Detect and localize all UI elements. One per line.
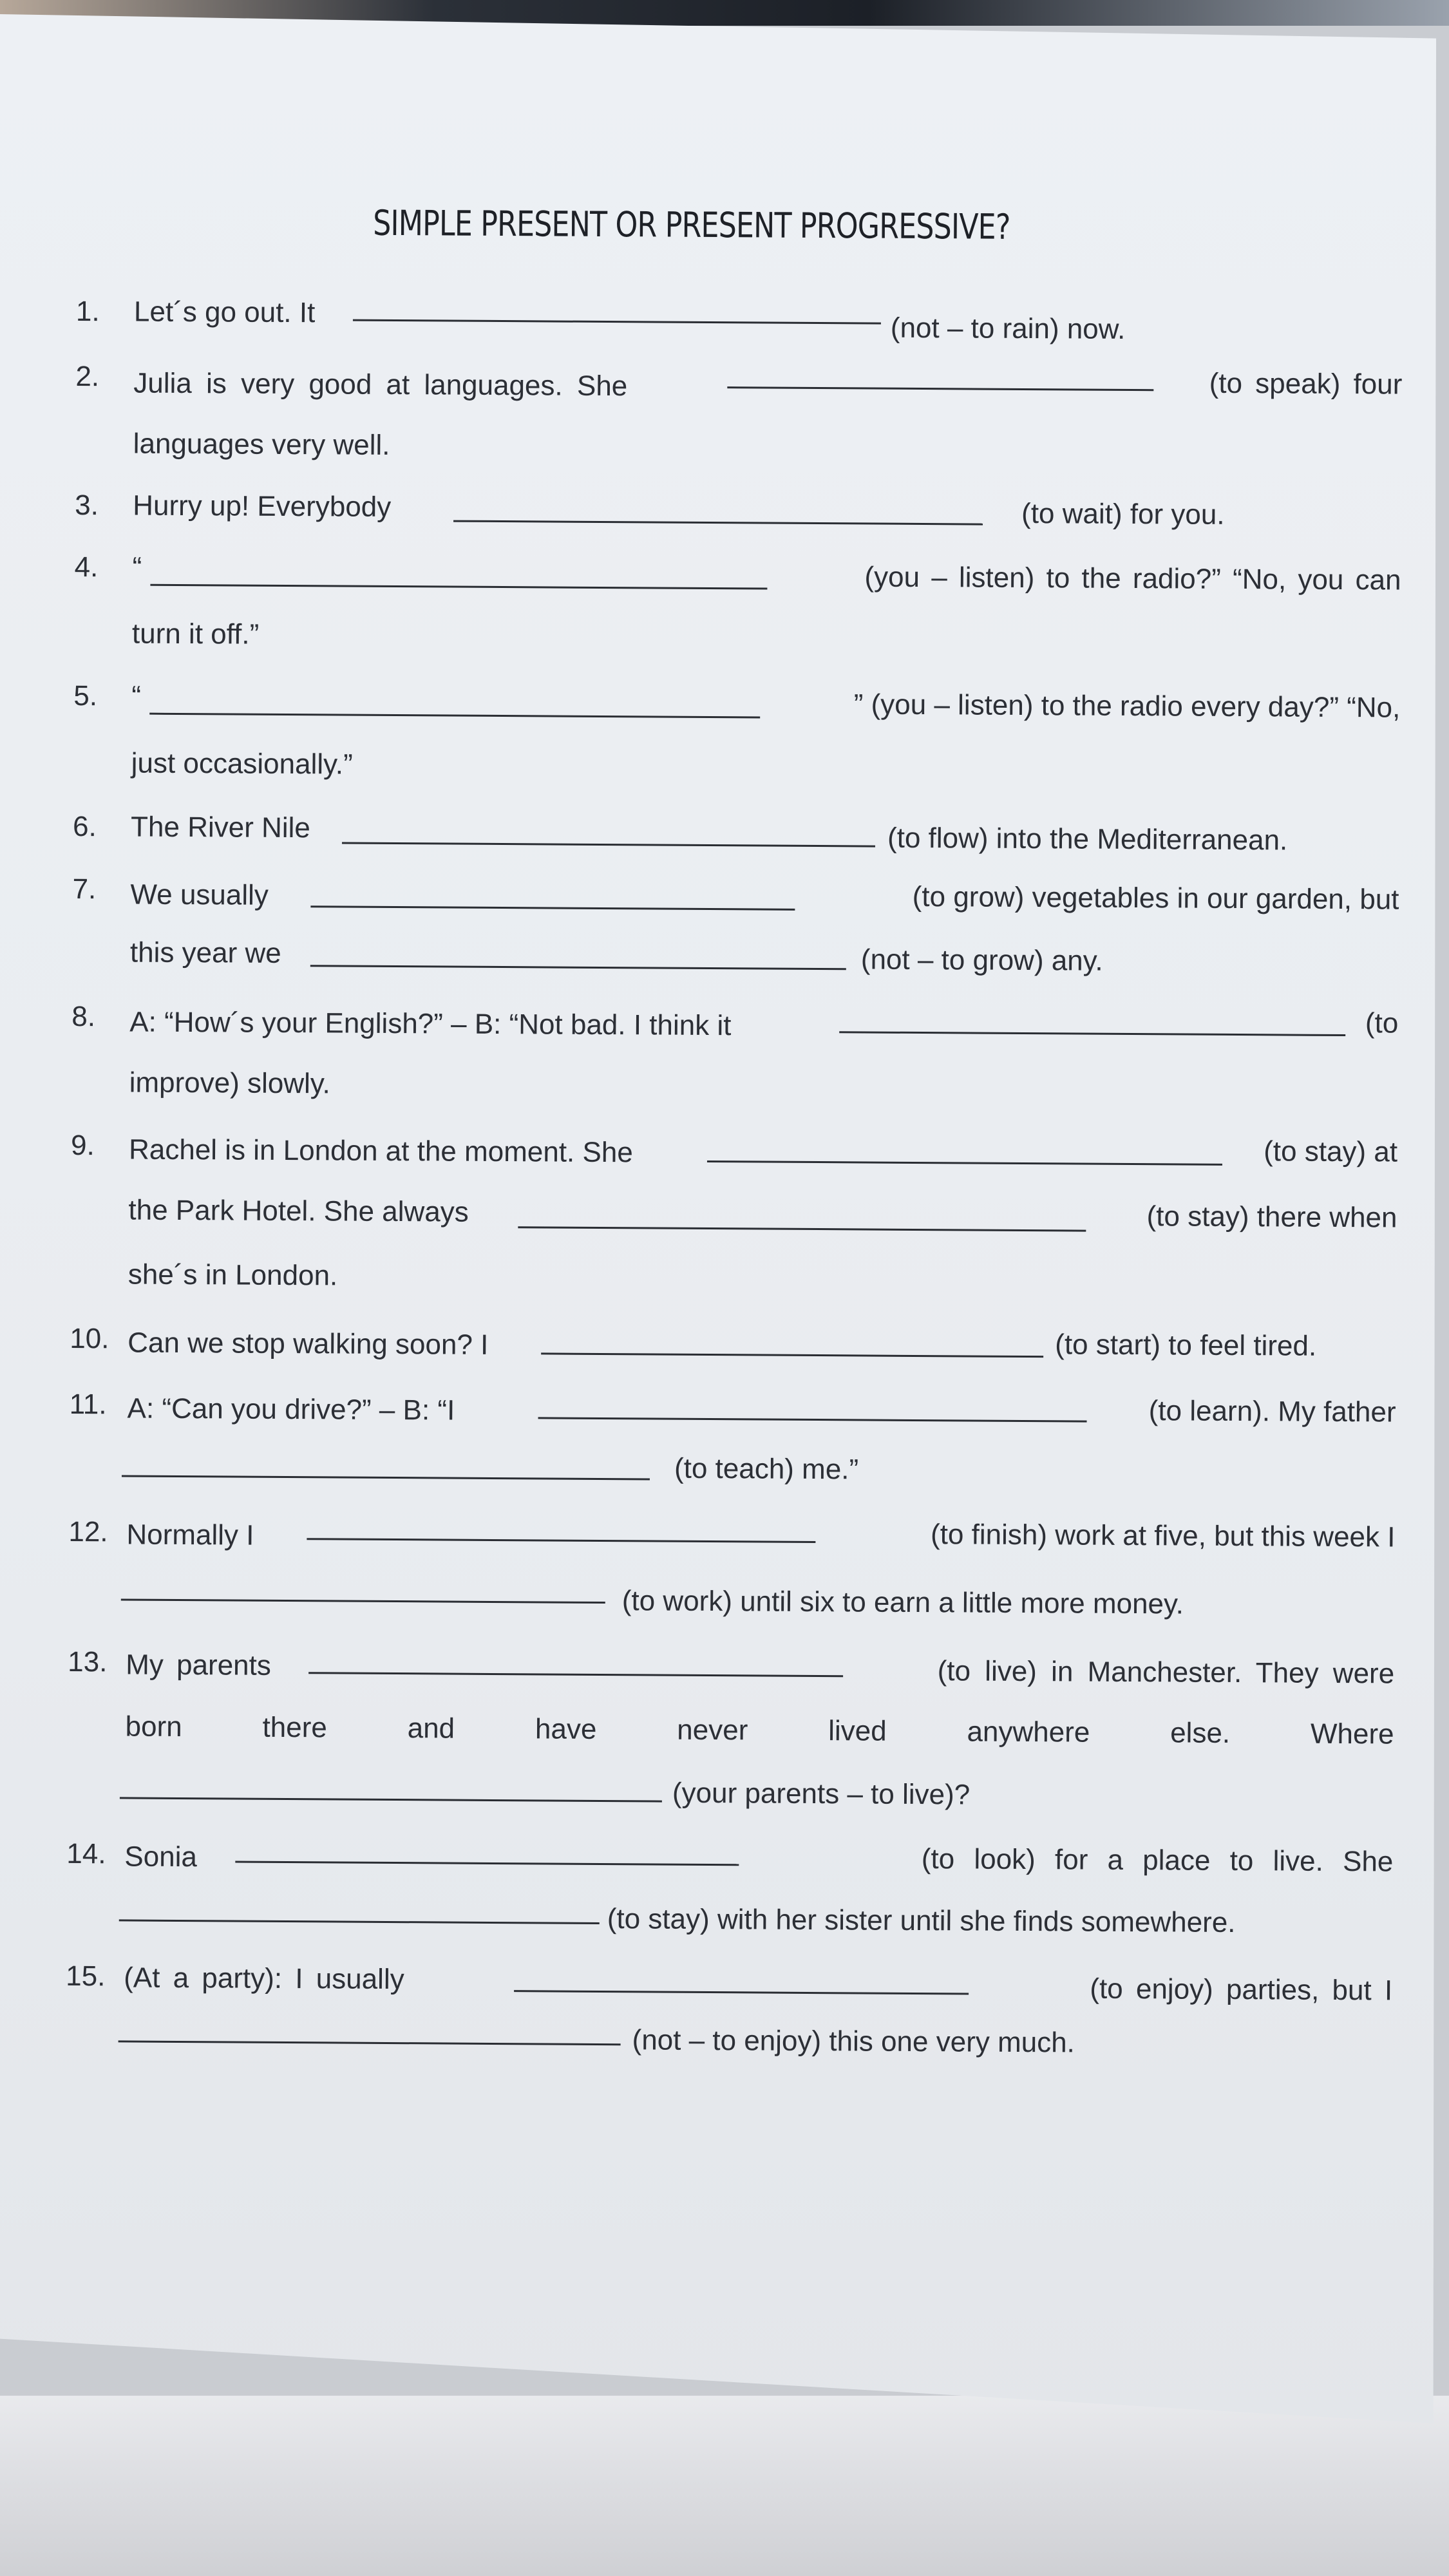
item-number: 15.: [66, 1960, 106, 1993]
exercise-item-5-continued: [73, 741, 1400, 794]
item-number: 6.: [72, 810, 97, 843]
word: Where: [1310, 1718, 1394, 1750]
answer-blank[interactable]: [119, 1919, 600, 1924]
exercise-item-12: [68, 1510, 1395, 1563]
answer-blank[interactable]: [518, 1226, 1086, 1231]
exercise-item-9: [71, 1123, 1397, 1177]
word: have: [535, 1713, 597, 1745]
item-text: [125, 1704, 1394, 1757]
item-hint: (to: [1365, 1007, 1399, 1039]
exercise-item-7-continued: [72, 930, 1399, 983]
word: lived: [828, 1715, 887, 1747]
item-number: 13.: [68, 1645, 108, 1678]
item-hint: (to finish) work at five, but this week I: [930, 1519, 1396, 1553]
item-text: Normally I: [126, 1519, 254, 1551]
answer-blank[interactable]: [353, 319, 881, 325]
worksheet-title: SIMPLE PRESENT OR PRESENT PROGRESSIVE?: [373, 202, 1010, 247]
item-hint: ” (you – listen) to the radio every day?” “No,: [853, 688, 1401, 724]
item-text: We usually: [130, 878, 269, 911]
item-text: Let´s go out. It: [133, 296, 316, 329]
exercise-item-15-continued: [65, 2011, 1392, 2064]
word: never: [677, 1714, 748, 1747]
answer-blank[interactable]: [308, 1672, 843, 1677]
word: there: [262, 1711, 327, 1744]
item-number: 1.: [75, 295, 100, 328]
item-text: Sonia: [124, 1841, 198, 1873]
exercise-item-15: [66, 1954, 1392, 2007]
answer-blank[interactable]: [727, 386, 1153, 391]
exercise-item-13-continued: [67, 1704, 1394, 1757]
item-hint: (not – to grow) any.: [860, 943, 1103, 977]
item-number: 8.: [71, 1000, 96, 1033]
word: anywhere: [967, 1716, 1090, 1748]
answer-blank[interactable]: [538, 1417, 1087, 1422]
answer-blank[interactable]: [541, 1352, 1043, 1358]
item-number: 4.: [74, 551, 99, 583]
answer-blank[interactable]: [118, 2040, 621, 2045]
exercise-item-10: [70, 1316, 1396, 1370]
item-text: this year we: [129, 936, 281, 969]
exercise-item-4-continued: [74, 611, 1401, 665]
answer-blank[interactable]: [310, 965, 846, 970]
exercise-item-6: [73, 804, 1399, 858]
answer-blank[interactable]: [122, 1475, 650, 1480]
exercise-item-13: [68, 1640, 1394, 1693]
item-number: 3.: [75, 489, 99, 522]
item-text: languages very well.: [133, 428, 390, 461]
item-hint: (you – listen) to the radio?” “No, you can: [864, 561, 1401, 596]
item-text: Rachel is in London at the moment. She: [128, 1133, 633, 1169]
exercise-item-13-continued-2: [67, 1759, 1394, 1813]
item-hint: (to grow) vegetables in our garden, but: [912, 880, 1399, 916]
item-text: Can we stop walking soon? I: [128, 1327, 489, 1361]
answer-blank[interactable]: [453, 520, 983, 526]
item-text: The River Nile: [130, 811, 311, 844]
answer-blank[interactable]: [120, 1797, 662, 1802]
answer-blank[interactable]: [150, 584, 767, 590]
item-number: 14.: [66, 1837, 106, 1870]
exercise-item-9-continued-2: [70, 1252, 1397, 1305]
item-text: Hurry up! Everybody: [133, 489, 392, 523]
exercise-item-5: [73, 674, 1400, 727]
answer-blank[interactable]: [342, 842, 875, 848]
item-hint: (to stay) there when: [1146, 1200, 1397, 1234]
item-number: 9.: [70, 1129, 95, 1162]
item-text: Julia is very good at languages. She: [133, 367, 628, 402]
item-hint: (not – to rain) now.: [890, 312, 1126, 345]
answer-blank[interactable]: [121, 1598, 605, 1604]
answer-blank[interactable]: [514, 1990, 969, 1994]
exercise-item-2: [75, 354, 1402, 408]
item-hint: (to teach) me.”: [674, 1452, 859, 1486]
answer-blank[interactable]: [307, 1538, 815, 1543]
item-hint: (to look) for a place to live. She: [921, 1843, 1394, 1878]
exercise-item-4: [74, 545, 1401, 598]
item-hint: (to live) in Manchester. They were: [937, 1655, 1395, 1690]
exercise-item-7: [72, 867, 1399, 920]
answer-blank[interactable]: [235, 1861, 739, 1866]
answer-blank[interactable]: [707, 1160, 1222, 1166]
item-text: “: [132, 551, 142, 583]
item-text: she´s in London.: [128, 1258, 338, 1292]
exercise-item-11: [69, 1382, 1396, 1435]
item-number: 5.: [73, 679, 98, 712]
word: else.: [1170, 1717, 1231, 1749]
item-text: improve) slowly.: [129, 1066, 330, 1100]
item-hint: (to start) to feel tired.: [1055, 1329, 1317, 1362]
item-hint: (to speak) four: [1209, 367, 1403, 401]
item-text: A: “How´s your English?” – B: “Not bad. I think it: [129, 1006, 732, 1042]
item-text: (At a party): I usually: [124, 1962, 404, 1996]
exercise-item-9-continued: [70, 1188, 1397, 1241]
exercise-item-2-continued: [75, 421, 1402, 475]
exercise-item-14: [66, 1832, 1393, 1885]
answer-blank[interactable]: [149, 713, 760, 719]
item-number: 7.: [72, 873, 97, 905]
item-hint: (to stay) with her sister until she finds somewhere.: [607, 1903, 1236, 1939]
item-number: 11.: [69, 1388, 107, 1421]
item-hint: (to stay) at: [1264, 1135, 1398, 1168]
item-text: A: “Can you drive?” – B: “I: [127, 1392, 455, 1426]
item-text: the Park Hotel. She always: [128, 1194, 469, 1228]
item-number: 12.: [68, 1515, 108, 1548]
exercise-item-8-continued: [71, 1060, 1397, 1113]
item-hint: (not – to enjoy) this one very much.: [632, 2024, 1075, 2059]
word: and: [407, 1712, 455, 1745]
exercise-item-8: [71, 994, 1398, 1048]
item-text: just occasionally.”: [131, 747, 353, 781]
item-text: My parents: [126, 1649, 271, 1681]
item-hint: (your parents – to live)?: [672, 1777, 971, 1811]
item-number: 10.: [70, 1322, 109, 1355]
exercise-item-12-continued: [68, 1570, 1395, 1624]
exercise-item-14-continued: [66, 1889, 1393, 1943]
background-cloth: [0, 2396, 1449, 2576]
exercise-item-3: [75, 483, 1401, 536]
item-text: “: [131, 680, 142, 712]
item-hint: (to wait) for you.: [1021, 497, 1225, 531]
answer-blank[interactable]: [310, 905, 795, 911]
item-hint: (to enjoy) parties, but I: [1090, 1973, 1393, 2007]
exercise-item-1: [76, 289, 1403, 343]
item-text: turn it off.”: [131, 618, 260, 650]
item-number: 2.: [75, 360, 100, 393]
exercise-item-11-continued: [69, 1439, 1396, 1492]
item-hint: (to flow) into the Mediterranean.: [887, 822, 1288, 857]
word: born: [125, 1710, 182, 1743]
answer-blank[interactable]: [839, 1031, 1345, 1036]
item-hint: (to work) until six to earn a little more money.: [621, 1585, 1184, 1620]
item-hint: (to learn). My father: [1148, 1395, 1396, 1428]
